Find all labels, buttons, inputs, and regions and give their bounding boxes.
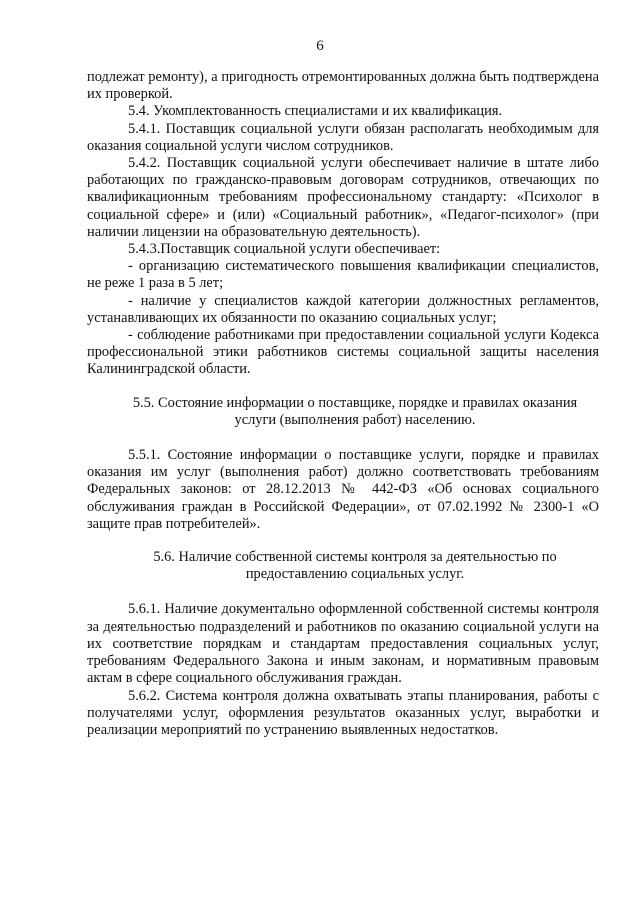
section-heading-5-6: 5.6. Наличие собственной системы контроля за деятельностью по предоставлению социальных услуг. <box>153 549 557 583</box>
page-number: 6 <box>316 38 324 54</box>
paragraph-5-5-1: 5.5.1. Состояние информации о поставщике услуги, порядке и правилах оказания им услуг (выполнения работ) должно соответствовать требованиям Федеральных законов: от 28.12.2013 № 442-ФЗ «Об основах социального обслуживания граждан в Российской Федерации», от 07.02.1992 № 2300-1 «О защите прав потребителей». <box>87 447 599 532</box>
paragraph-5-4: 5.4. Укомплектованность специалистами и их квалификация. <box>128 103 503 120</box>
list-item: - организацию систематического повышения квалификации специалистов, не реже 1 раза в 5 лет; <box>87 258 599 292</box>
spacer <box>87 379 599 395</box>
paragraph-5-4-2: 5.4.2. Поставщик социальной услуги обеспечивает наличие в штате либо работающих по гражданско-правовым договорам сотрудников, отвечающих по квалификационным требованиям профессиональному стандарту: «Психолог в социальной сфере» и (или) «Социальный работник», «Педагог-психолог» (при наличии лицензии на образовательную деятельность). <box>87 155 599 240</box>
list-item: - наличие у специалистов каждой категории должностных регламентов, устанавливающих их обязанности по оказанию социальных услуг; <box>87 292 599 326</box>
list-item: - соблюдение работниками при предоставлении социальной услуги Кодекса профессиональной этики работников системы социальной защиты населения Калининградской области. <box>87 327 599 378</box>
spacer <box>87 583 599 601</box>
spacer <box>87 429 599 447</box>
spacer <box>87 533 599 549</box>
section-heading-5-5: 5.5. Состояние информации о поставщике, порядке и правилах оказания услуги (выполнения работ) населению. <box>132 394 578 428</box>
paragraph-continuation: подлежат ремонту), а пригодность отремонтированных должна быть подтверждена их проверкой. <box>87 69 599 103</box>
page-content <box>87 69 599 739</box>
paragraph-5-4-1: 5.4.1. Поставщик социальной услуги обязан располагать необходимым для оказания социальной услуги числом сотрудников. <box>87 120 599 154</box>
paragraph-5-6-2: 5.6.2. Система контроля должна охватывать этапы планирования, работы с получателями услуг, оформления результатов оказанных услуг, выработки и реализации мероприятий по устранению выявленных недостатков. <box>87 687 599 738</box>
paragraph-5-4-3: 5.4.3.Поставщик социальной услуги обеспечивает: <box>128 241 441 258</box>
paragraph-5-6-1: 5.6.1. Наличие документально оформленной собственной системы контроля за деятельностью подразделений и работников по оказанию социальной услуги на их соответствие порядкам и стандартам предоставления социальных услуг, требованиям Федерального Закона и иным законам, и нормативным правовым актам в сфере социального обслуживания граждан. <box>87 601 599 687</box>
